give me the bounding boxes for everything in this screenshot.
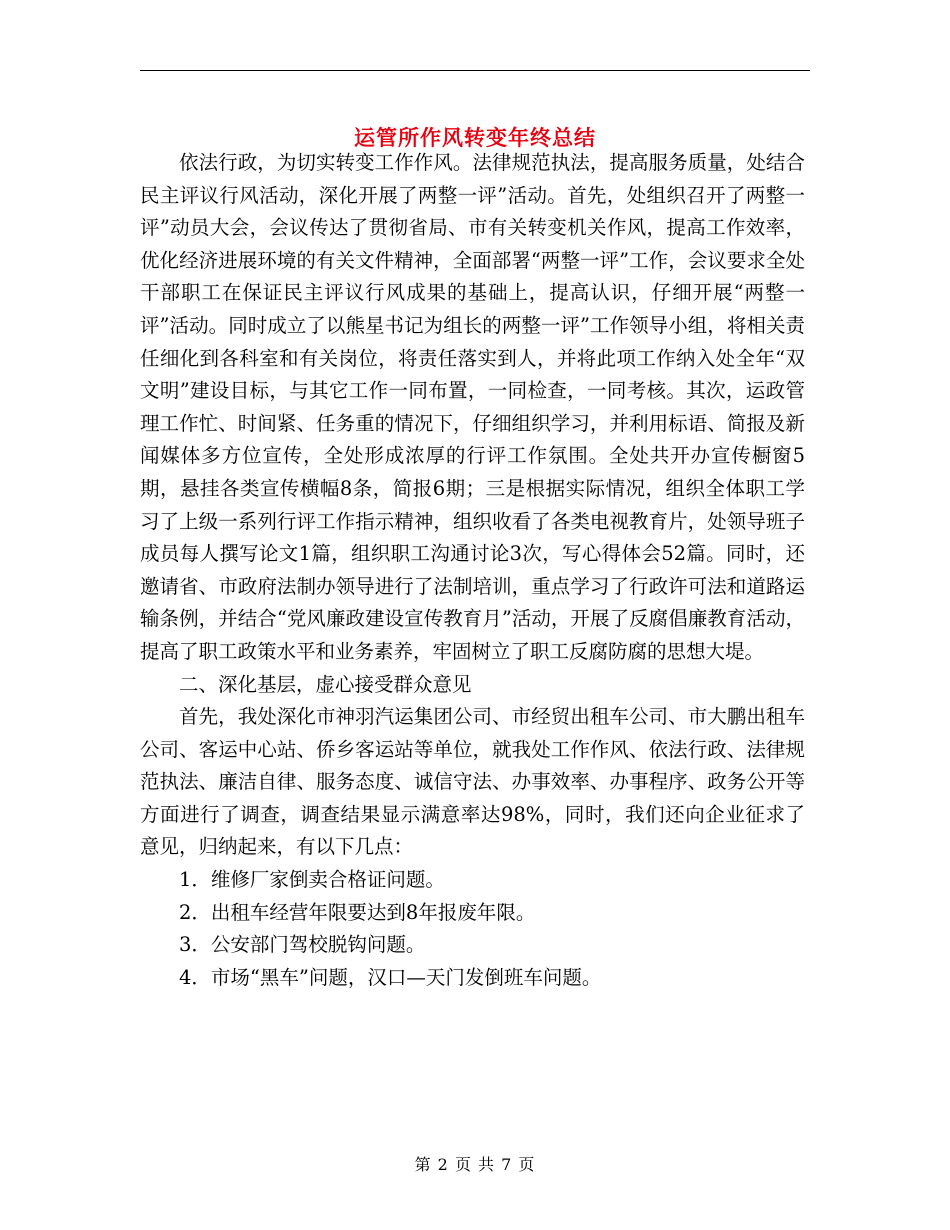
list-item: 2．出租车经营年限要达到8年报废年限。 [179,900,536,924]
list-item: 3．公安部门驾校脱钩问题。 [179,933,426,957]
body-paragraph-2: 首先，我处深化市神羽汽运集团公司、市经贸出租车公司、市大鹏出租车公司、客运中心站、侨乡客运站等单位，就我处工作作风、依法行政、法律规范执法、廉洁自律、服务态度、诚信守法、办事效率、办事程序、政务公开等方面进行了调查，调查结果显示满意率达98%，同时，我们还向企业征求了意见，归纳起来，有以下几点： [140,705,805,859]
page-number: 第 2 页 共 7 页 [414,1155,536,1174]
list-item: 1．维修厂家倒卖合格证问题。 [179,868,445,892]
section-heading: 二、深化基层，虚心接受群众意见 [179,672,472,696]
document-title: 运管所作风转变年终总结 [354,126,596,151]
document-body [140,147,805,994]
header-rule [140,70,810,71]
list-item: 4．市场“黑车”问题，汉口—天门发倒班车问题。 [179,965,602,989]
body-paragraph-1: 依法行政，为切实转变工作作风。法律规范执法，提高服务质量，处结合民主评议行风活动，深化开展了两整一评”活动。首先，处组织召开了两整一评”动员大会，会议传达了贯彻省局、市有关转变机关作风，提高工作效率，优化经济进展环境的有关文件精神，全面部署“两整一评”工作，会议要求全处干部职工在保证民主评议行风成果的基础上，提高认识，仔细开展“两整一评”活动。同时成立了以熊星书记为组长的两整一评”工作领导小组，将相关责任细化到各科室和有关岗位，将责任落实到人，并将此项工作纳入处全年“双文明”建设目标，与其它工作一同布置，一同检查，一同考核。其次，运政管理工作忙、时间紧、任务重的情况下，仔细组织学习，并利用标语、简报及新闻媒体多方位宣传，全处形成浓厚的行评工作氛围。全处共开办宣传橱窗5期，悬挂各类宣传横幅8条，简报6期；三是根据实际情况，组织全体职工学习了上级一系列行评工作指示精神，组织收看了各类电视教育片，处领导班子成员每人撰写论文1篇，组织职工沟通讨论3次，写心得体会52篇。同时，还邀请省、市政府法制办领导进行了法制培训，重点学习了行政许可法和道路运输条例，并结合“党风廉政建设宣传教育月”活动，开展了反腐倡廉教育活动，提高了职工政策水平和业务素养，牢固树立了职工反腐防腐的思想大堤。 [140,151,805,663]
